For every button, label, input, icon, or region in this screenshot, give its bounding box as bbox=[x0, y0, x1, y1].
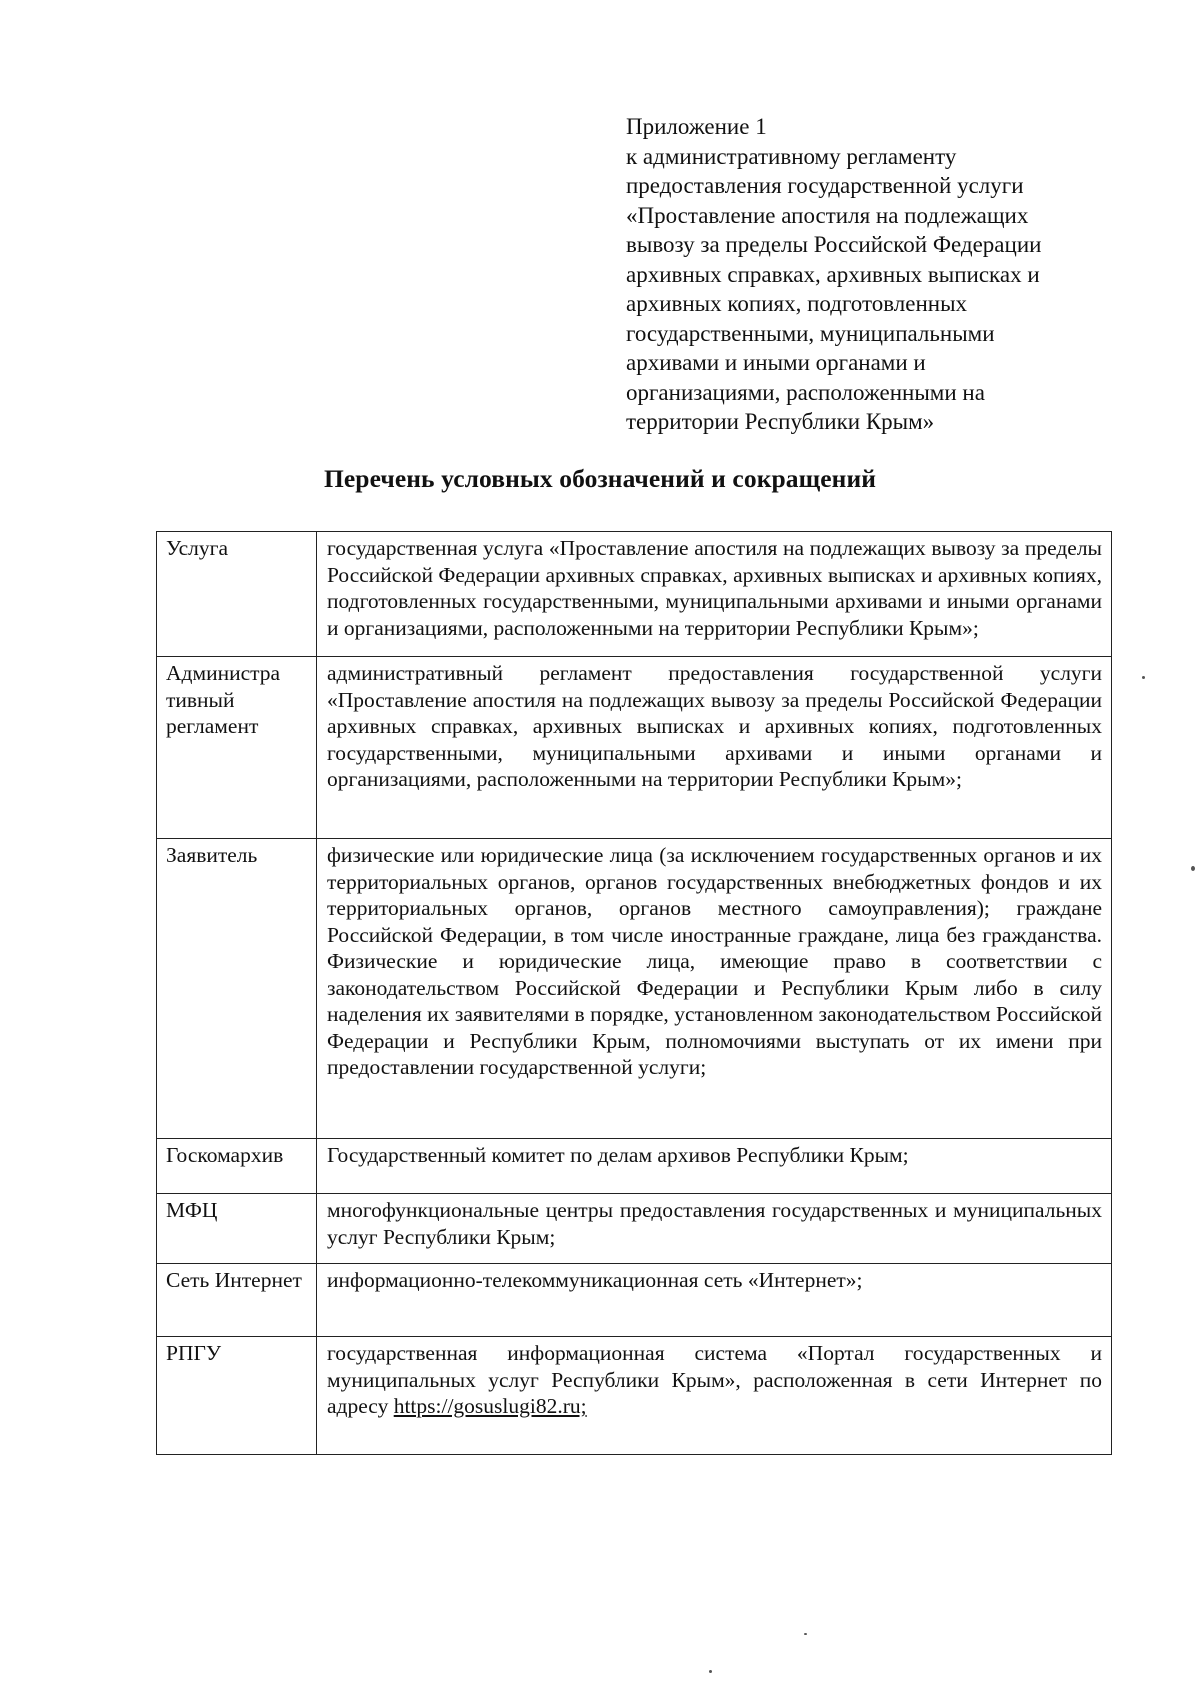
scan-speck bbox=[1191, 866, 1195, 871]
term-cell: Заявитель bbox=[157, 839, 317, 1139]
portal-link[interactable]: https://gosuslugi82.ru; bbox=[393, 1394, 587, 1418]
appendix-line: архивных копиях, подготовленных bbox=[626, 291, 968, 316]
appendix-line: вывозу за пределы Российской Федерации bbox=[626, 232, 1042, 257]
scan-speck bbox=[1142, 676, 1145, 679]
scan-speck bbox=[709, 1670, 712, 1673]
table-row bbox=[157, 839, 1112, 1139]
term-cell: МФЦ bbox=[157, 1194, 317, 1264]
definition-cell: информационно-телекоммуникационная сеть «Интернет»; bbox=[317, 1264, 1112, 1337]
term-cell: РПГУ bbox=[157, 1337, 317, 1455]
term-cell: Сеть Интернет bbox=[157, 1264, 317, 1337]
appendix-line: «Проставление апостиля на подлежащих bbox=[626, 202, 1029, 228]
abbreviations-table bbox=[156, 531, 1112, 1455]
term-cell: Администра тивный регламент bbox=[157, 657, 317, 839]
scan-speck bbox=[804, 1633, 807, 1635]
term-cell: Госкомархив bbox=[157, 1139, 317, 1194]
table-row bbox=[157, 532, 1112, 657]
table-row bbox=[157, 1337, 1112, 1455]
definition-cell: административный регламент предоставления государственной услуги «Проставление апостиля на подлежащих вывозу за пределы Российской Федерации архивных справках, архивных выписках и архивных копиях, подготовленных государственными, муниципальными архивами и иными органами и организациями, расположенными на территории Республики Крым»; bbox=[317, 657, 1112, 839]
table-row bbox=[157, 1139, 1112, 1194]
appendix-line: Приложение 1 bbox=[626, 114, 767, 139]
appendix-heading bbox=[626, 112, 1126, 437]
appendix-line: к административному регламенту bbox=[626, 143, 957, 169]
definition-cell: Государственный комитет по делам архивов Республики Крым; bbox=[317, 1139, 1112, 1194]
definition-cell: физические или юридические лица (за исключением государственных органов и их территориальных органов, органов государственных внебюджетных фондов и их территориальных органов, органов местного самоуправления); граждане Российской Федерации, в том числе иностранные граждане, лица без гражданства. Физические и юридические лица, имеющие право в соответствии с законодательством Российской Федерации и Республики Крым либо в силу наделения их заявителями в порядке, установленном законодательством Российской Федерации и Республики Крым, полномочиями выступать от их имени при предоставлении государственной услуги; bbox=[317, 839, 1112, 1139]
appendix-line: предоставления государственной услуги bbox=[626, 173, 1024, 198]
appendix-line: территории Республики Крым» bbox=[626, 409, 935, 434]
appendix-line: архивных справках, архивных выписках и bbox=[626, 261, 1040, 287]
document-title: Перечень условных обозначений и сокращений bbox=[323, 464, 877, 493]
definition-cell bbox=[317, 1337, 1112, 1455]
term-cell: Услуга bbox=[157, 532, 317, 657]
table-row bbox=[157, 1194, 1112, 1264]
definition-cell: многофункциональные центры предоставления государственных и муниципальных услуг Республики Крым; bbox=[317, 1194, 1112, 1264]
definition-text: государственная информационная система «Портал государственных и муниципальных услуг Республики Крым», расположенная в сети Интернет по адресу bbox=[327, 1341, 1102, 1418]
appendix-line: государственными, муниципальными bbox=[626, 320, 995, 346]
appendix-line: архивами и иными органами и bbox=[626, 350, 926, 375]
table-row bbox=[157, 1264, 1112, 1337]
appendix-line: организациями, расположенными на bbox=[626, 379, 985, 405]
definition-cell: государственная услуга «Проставление апостиля на подлежащих вывозу за пределы Российской Федерации архивных справках, архивных выписках и архивных копиях, подготовленных государственными, муниципальными архивами и иными органами и организациями, расположенными на территории Республики Крым»; bbox=[317, 532, 1112, 657]
table-row bbox=[157, 657, 1112, 839]
